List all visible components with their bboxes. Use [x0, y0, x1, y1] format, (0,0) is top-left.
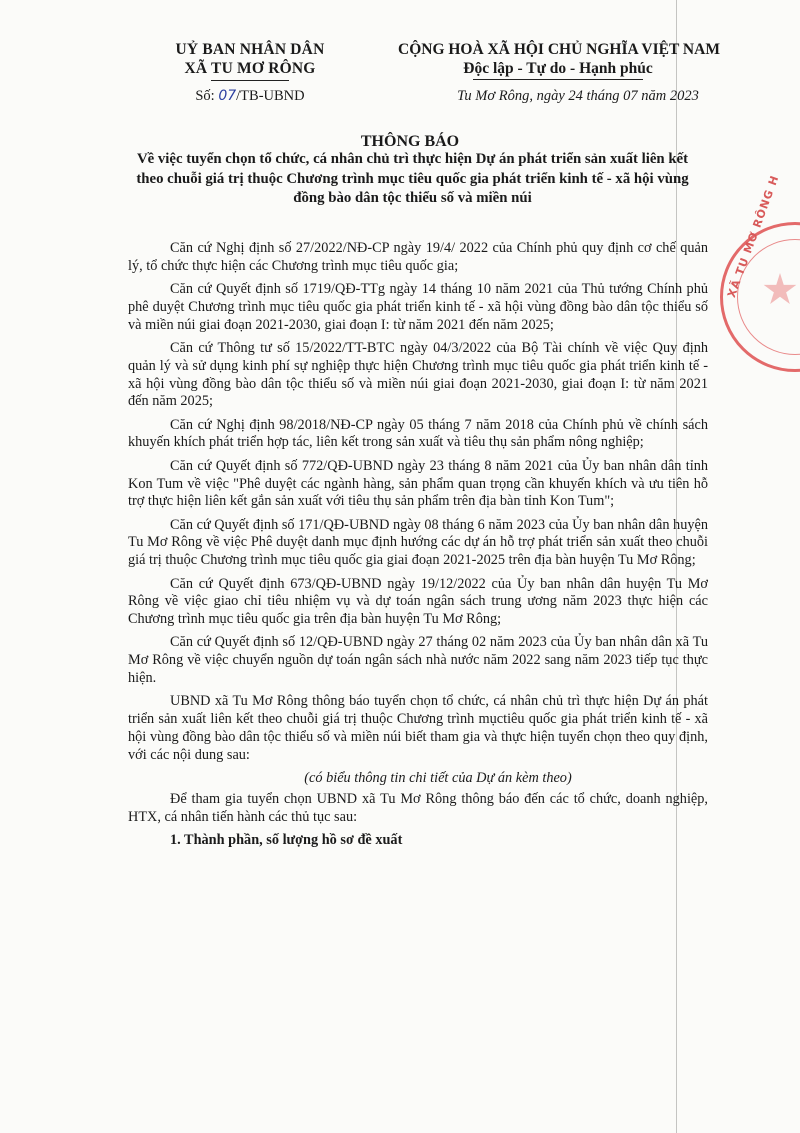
national-motto: Độc lập - Tự do - Hạnh phúc [463, 60, 653, 77]
legal-basis-paragraph: Căn cứ Nghị định 98/2018/NĐ-CP ngày 05 tháng 7 năm 2018 của Chính phủ về chính sách khuyến khích phát triển hợp tác, liên kết trong sản xuất và tiêu thụ sản phẩm nông nghiệp; [128, 416, 708, 451]
document-title: THÔNG BÁO [360, 133, 460, 150]
legal-basis-paragraph: Căn cứ Thông tư số 15/2022/TT-BTC ngày 04/3/2022 của Bộ Tài chính về việc Quy định quản lý và sử dụng kinh phí sự nghiệp thực hiện Chương trình mục tiêu quốc gia phát triển kinh tế - xã hội vùng đồng bào dân tộc thiểu số và miền núi giai đoạn 2021-2030, giai đoạn I: từ năm 2021 đến năm 2025; [128, 339, 708, 410]
document-number [150, 87, 350, 105]
announcement-paragraph: UBND xã Tu Mơ Rông thông báo tuyển chọn tổ chức, cá nhân chủ trì thực hiện Dự án phát triển sản xuất liên kết theo chuỗi giá trị thuộc Chương trình mụctiêu quốc gia phát triển kinh tế - xã hội vùng đồng bào dân tộc thiểu số và miền núi biết tham gia và thực hiện tuyển chọn theo quy định, với các nội dung sau: [128, 693, 708, 763]
section-heading: 1. Thành phần, số lượng hồ sơ đề xuất [170, 831, 403, 848]
national-motto-block [398, 40, 718, 105]
legal-basis-paragraph: Căn cứ Quyết định số 772/QĐ-UBND ngày 23 tháng 8 năm 2021 của Ủy ban nhân dân tỉnh Kon Tum về việc "Phê duyệt các ngành hàng, sản phẩm quan trọng cần khuyến khích và ưu tiên hỗ trợ thực hiện liên kết gắn sản xuất với tiêu thụ sản phẩm trên địa bàn tỉnh Kon Tum"; [128, 457, 708, 510]
agency-underline [211, 80, 289, 81]
legal-basis-paragraph: Căn cứ Quyết định số 1719/QĐ-TTg ngày 14 tháng 10 năm 2021 của Thủ tướng Chính phủ phê duyệt Chương trình mục tiêu quốc gia phát triển kinh tế - xã hội vùng đồng bào dân tộc thiểu số và miền núi giai đoạn 2021-2030, giai đoạn I: từ năm 2021 đến năm 2025; [128, 281, 708, 333]
legal-basis-paragraph: Căn cứ Quyết định số 171/QĐ-UBND ngày 08 tháng 6 năm 2023 của Ủy ban nhân dân huyện Tu Mơ Rông về việc Phê duyệt danh mục định hướng các dự án hỗ trợ phát triển sản xuất theo chuỗi giá trị thuộc Chương trình mục tiêu quốc gia giai đoạn 2021-2025 trên địa bàn huyện Tu Mơ Rông; [128, 516, 708, 569]
official-red-seal [720, 173, 800, 372]
attachment-note: (có biểu thông tin chi tiết của Dự án kèm theo) [304, 770, 572, 787]
document-body [128, 240, 708, 855]
seal-text: XÃ TU MƠ RÔNG H [725, 173, 782, 300]
page-fold-line [676, 0, 677, 1133]
legal-basis-paragraph: Căn cứ Quyết định số 12/QĐ-UBND ngày 27 tháng 02 năm 2023 của Ủy ban nhân dân xã Tu Mơ Rông về việc chuyển nguồn dự toán ngân sách nhà nước năm 2022 sang năm 2023 tiếp tục thực hiện. [128, 634, 708, 687]
place-and-date: Tu Mơ Rông, ngày 24 tháng 07 năm 2023 [457, 88, 699, 104]
procedure-intro-paragraph: Để tham gia tuyển chọn UBND xã Tu Mơ Rông thông báo đến các tổ chức, doanh nghiệp, HTX, cá nhân tiến hành các thủ tục sau: [128, 790, 708, 825]
document-number-prefix: Số: [195, 88, 219, 104]
issuing-agency-block [150, 40, 350, 105]
document-subtitle: Về việc tuyển chọn tổ chức, cá nhân chủ trì thực hiện Dự án phát triển sản xuất liên kết theo chuỗi giá trị thuộc Chương trình mục tiêu quốc gia phát triển kinh tế - xã hội vùng đồng bào dân tộc thiểu số và miền núi [136, 151, 689, 206]
country-name: CỘNG HOÀ XÃ HỘI CHỦ NGHĨA VIỆT NAM [398, 41, 720, 58]
agency-line-2: XÃ TU MƠ RÔNG [184, 60, 316, 77]
legal-basis-paragraph: Căn cứ Nghị định số 27/2022/NĐ-CP ngày 19/4/ 2022 của Chính phủ quy định cơ chế quản lý, tổ chức thực hiện các Chương trình mục tiêu quốc gia; [128, 240, 708, 274]
document-number-handwritten: 07 [218, 88, 237, 104]
agency-line-1: UỶ BAN NHÂN DÂN [175, 41, 325, 58]
legal-basis-paragraph: Căn cứ Quyết định 673/QĐ-UBND ngày 19/12/2022 của Ủy ban nhân dân huyện Tu Mơ Rông về việc giao chỉ tiêu nhiệm vụ và dự toán ngân sách trung ương năm 2023 thực hiện các Chương trình mục tiêu quốc gia trên địa bàn huyện Tu Mơ Rông; [128, 575, 708, 628]
motto-underline [473, 79, 643, 80]
document-number-suffix: /TB-UBND [236, 88, 305, 104]
